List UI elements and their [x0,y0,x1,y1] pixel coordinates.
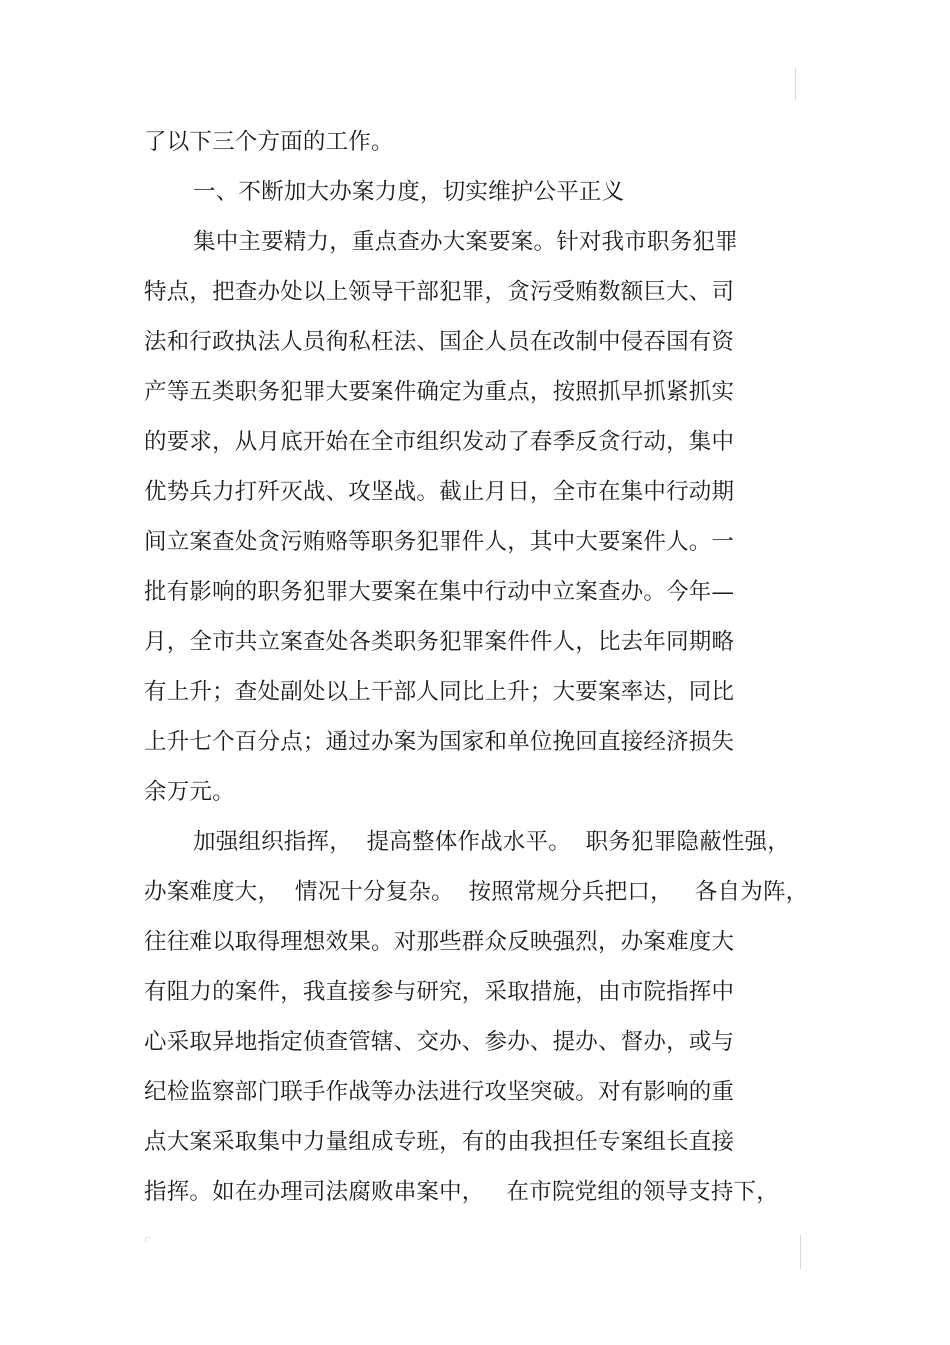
text-line: 余万元。 [144,779,235,805]
text-line: 有阻力的案件，我直接参与研究，采取措施，由市院指挥中 [144,979,735,1005]
text-line: 批有影响的职务犯罪大要案在集中行动中立案查办。今年— [144,579,735,605]
text-line: 点大案采取集中力量组成专班，有的由我担任专案组长直接 [144,1129,735,1155]
page-edge-mark-top [795,68,796,100]
text-line: 了以下三个方面的工作。 [144,129,394,155]
paragraph-start: 集中主要精力，重点查办大案要案。针对我市职务犯罪 [193,229,738,255]
text-line: 有上升；查处副处以上干部人同比上升；大要案率达，同比 [144,679,735,705]
text-line: 往往难以取得理想效果。对那些群众反映强烈，办案难度大 [144,929,735,955]
text-line: 产等五类职务犯罪大要案件确定为重点，按照抓早抓紧抓实 [144,379,735,405]
text-line: 间立案查处贪污贿赂等职务犯罪件人，其中大要案件人。一 [144,529,735,555]
section-heading: 一、不断加大办案力度，切实维护公平正义 [193,179,625,205]
page-edge-mark-bottom [800,1235,801,1269]
text-line: 的要求，从月底开始在全市组织发动了春季反贪行动，集中 [144,429,735,455]
text-line: 办案难度大， 情况十分复杂。 按照常规分兵把口， 各自为阵， [144,879,809,905]
text-line: 优势兵力打歼灭战、攻坚战。截止月日，全市在集中行动期 [144,479,735,505]
text-line: 月，全市共立案查处各类职务犯罪案件件人，比去年同期略 [144,629,735,655]
text-line: 指挥。如在办理司法腐败串案中， 在市院党组的领导支持下， [144,1179,779,1205]
text-line: 纪检监察部门联手作战等办法进行攻坚突破。对有影响的重 [144,1079,735,1105]
text-line: 上升七个百分点；通过办案为国家和单位挽回直接经济损失 [144,729,735,755]
text-line: 特点，把查办处以上领导干部犯罪，贪污受贿数额巨大、司 [144,279,735,305]
text-line: 法和行政执法人员徇私枉法、国企人员在改制中侵吞国有资 [144,329,735,355]
text-line: 心采取异地指定侦查管辖、交办、参办、提办、督办，或与 [144,1029,735,1055]
page-corner-mark [145,1237,150,1242]
paragraph-start: 加强组织指挥， 提高整体作战水平。 职务犯罪隐蔽性强， [193,829,790,855]
